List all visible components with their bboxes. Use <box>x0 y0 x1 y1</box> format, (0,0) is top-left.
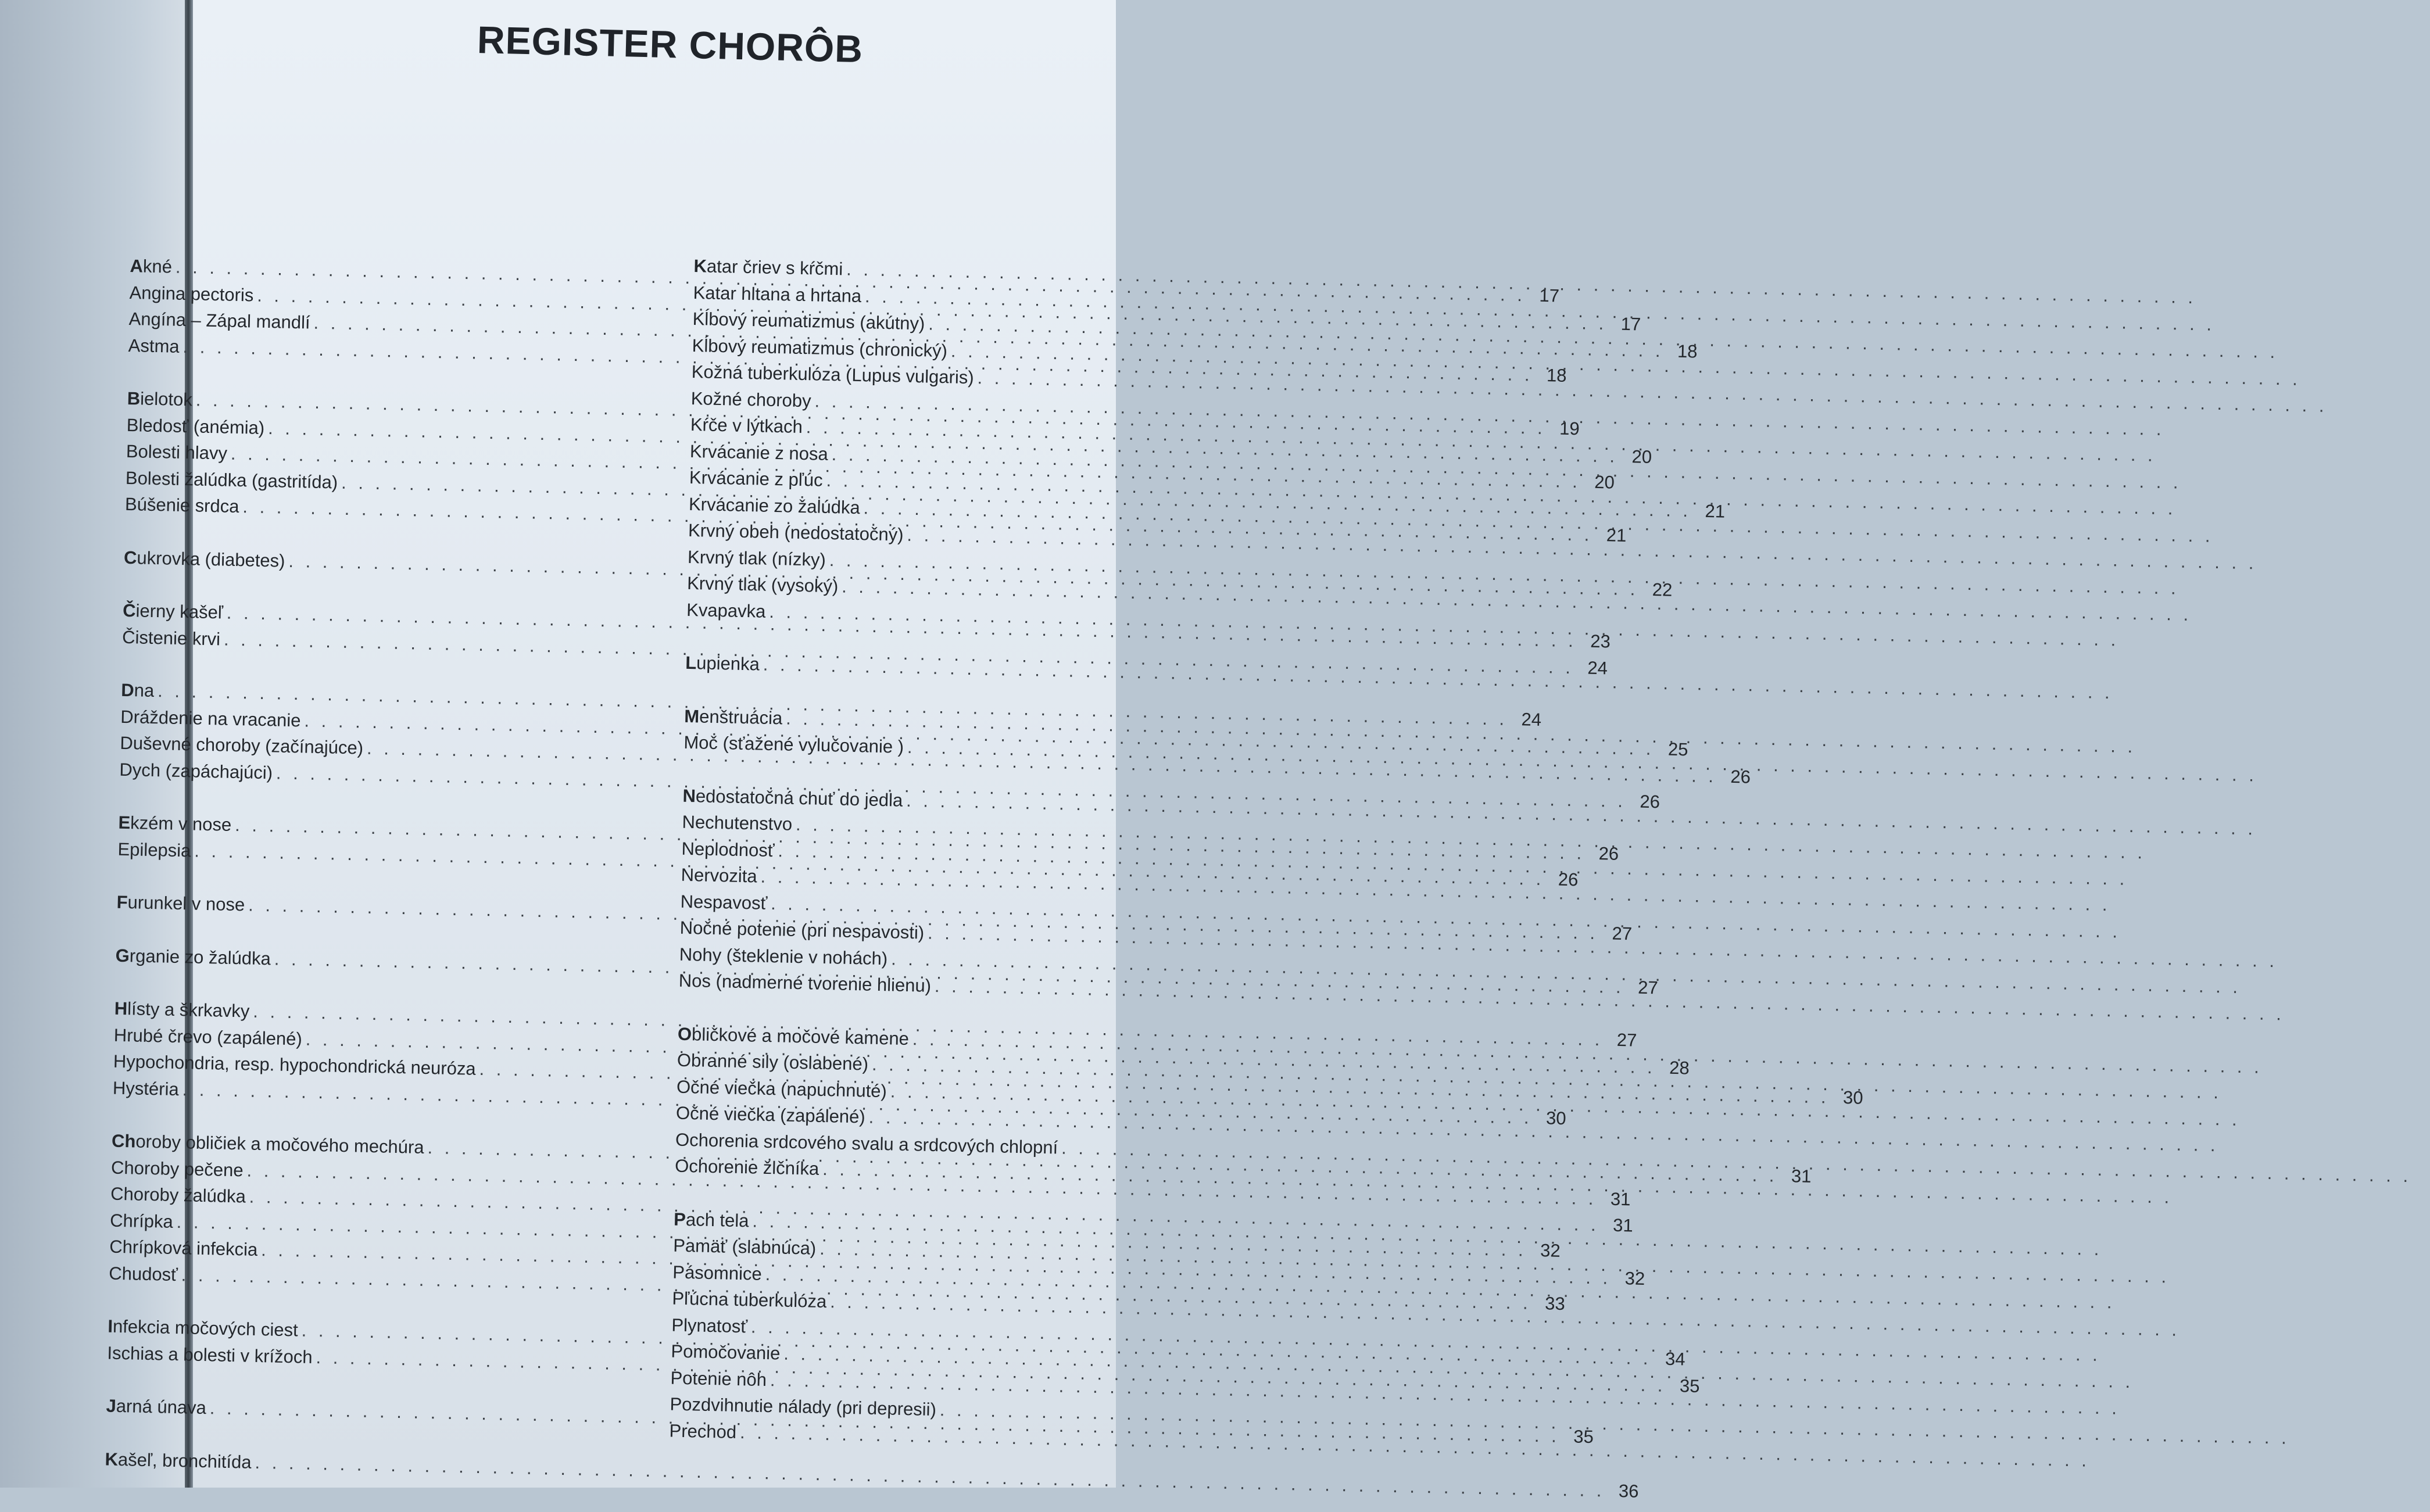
entry-name: Katar čriev s kŕčmi <box>693 256 843 280</box>
entry-name: Menštruácia <box>684 705 783 728</box>
entry-name: Nedostatočná chuť do jedla <box>682 785 903 811</box>
entry-page-number: 27 <box>1616 1029 1637 1051</box>
entry-name: Astma <box>128 335 180 357</box>
entry-page-number <box>2093 1466 2124 1467</box>
entry-name: Ekzém v nose <box>118 812 232 835</box>
entry-page-number: 32 <box>1624 1268 1645 1289</box>
entry-page-number <box>2225 1098 2256 1099</box>
entry-name: Pásomnice <box>672 1262 763 1284</box>
entry-name: Očné viečka (zapálené) <box>675 1102 866 1127</box>
entry-page-number: 27 <box>1612 923 1633 944</box>
entry-page-number: 30 <box>1842 1087 1863 1108</box>
entry-page-number: 22 <box>1652 579 1673 600</box>
dot-leader <box>255 1452 1605 1501</box>
entry-name: Obličkové a močové kamene <box>677 1023 910 1049</box>
entry-name: Jarná únava <box>106 1395 207 1418</box>
entry-name: Krvácanie z pľúc <box>689 467 823 490</box>
entry-page-number <box>2218 330 2249 331</box>
entry-page-number: 36 <box>1618 1480 1639 1502</box>
entry-name: Epilepsia <box>117 839 191 861</box>
entry-name: Krvácanie zo žalúdka <box>688 493 861 518</box>
entry-page-number: 17 <box>1539 285 1560 306</box>
entry-page-number <box>2124 937 2155 938</box>
entry-name: Krvný obeh (nedostatočný) <box>688 519 904 545</box>
entry-page-number <box>2168 435 2198 436</box>
entry-name: Bolesti žalúdka (gastritída) <box>125 467 338 493</box>
entry-name: Nervozita <box>681 864 757 887</box>
entry-name: Plynatosť <box>671 1314 748 1337</box>
entry-page-number: 20 <box>1594 471 1615 493</box>
entry-name: Akné <box>130 256 173 277</box>
entry-name: Pomočovanie <box>671 1341 781 1364</box>
entry-page-number: 25 <box>1667 739 1688 759</box>
entry-name: Grganie zo žalúdka <box>115 945 271 969</box>
entry-name: Bledosť (anémia) <box>126 414 265 438</box>
entry-page-number: 21 <box>1606 525 1627 546</box>
entry-page-number: 26 <box>1640 791 1660 812</box>
entry-name: Nohy (šteklenie v nohách) <box>679 944 888 969</box>
entry-page-number: 31 <box>1791 1166 1812 1187</box>
entry-page-number <box>2222 1151 2252 1152</box>
entry-name: Choroby žalúdka <box>110 1183 246 1207</box>
entry-page-number: 24 <box>1521 709 1542 730</box>
entry-name: Furunkel v nose <box>116 891 245 915</box>
entry-page-number: 17 <box>1620 313 1641 334</box>
entry-page-number: 18 <box>1677 341 1698 362</box>
entry-page-number: 35 <box>1679 1375 1700 1396</box>
entry-page-number: 27 <box>1637 977 1659 998</box>
entry-name: Ischias a bolesti v krížoch <box>107 1342 313 1367</box>
entry-page-number <box>2260 834 2290 835</box>
entry-page-number <box>2173 1283 2203 1284</box>
entry-page-number: 34 <box>1665 1348 1685 1370</box>
entry-page-number <box>2131 885 2161 886</box>
page-title: REGISTER CHORÔB <box>477 17 864 71</box>
entry-page-number <box>2415 1182 2430 1183</box>
entry-page-number <box>2184 1336 2214 1337</box>
entry-name: Čierny kašeľ <box>122 600 224 623</box>
entry-name: Pamäť (slabnúca) <box>672 1235 817 1259</box>
entry-name: Katar hltana a hrtana <box>693 282 862 306</box>
entry-name: Dna <box>120 679 155 701</box>
entry-name: Hystéria <box>112 1077 180 1099</box>
entry-page-number: 20 <box>1631 446 1652 467</box>
entry-name: Angína – Zápal mandlí <box>128 308 310 333</box>
entry-name: Pľúcna tuberkulóza <box>672 1288 827 1312</box>
entry-name: Moč (sťažené vylučovanie ) <box>683 732 904 757</box>
entry-name: Búšenie srdca <box>124 493 239 517</box>
entry-page-number <box>2281 967 2311 968</box>
entry-page-number: 32 <box>1540 1239 1561 1261</box>
entry-name: Kožné choroby <box>690 388 812 411</box>
entry-name: Ochorenia srdcového svalu a srdcových chlopní <box>675 1129 1058 1158</box>
entry-page-number: 28 <box>1669 1057 1690 1078</box>
entry-name: Cukrovka (diabetes) <box>123 547 285 571</box>
entry-name: Očné viečka (napuchnuté) <box>676 1076 887 1101</box>
entry-name: Krvný tlak (nízky) <box>687 546 826 570</box>
entry-name: Infekcia močových ciest <box>108 1316 299 1341</box>
entry-name: Choroby obličiek a močového mechúra <box>111 1130 424 1158</box>
entry-page-number: 18 <box>1546 364 1567 386</box>
entry-name: Neplodnosť <box>681 838 775 861</box>
index-column-right <box>669 256 1229 1458</box>
entry-name: Kĺbový reumatizmus (chronický) <box>692 335 948 361</box>
entry-name: Chudosť <box>108 1263 178 1285</box>
entry-page-number: 31 <box>1610 1188 1631 1209</box>
entry-page-number <box>2288 1020 2318 1021</box>
entry-page-number <box>2245 993 2275 994</box>
entry-name: Pach tela <box>673 1209 749 1231</box>
entry-page-number: 26 <box>1730 766 1751 787</box>
entry-name: Nechutenstvo <box>682 811 793 834</box>
entry-name: Pozdvihnutie nálady (pri depresii) <box>670 1393 937 1420</box>
entry-name: Dráždenie na vracanie <box>120 706 301 730</box>
entry-page-number <box>2160 461 2190 462</box>
book-page <box>105 0 1863 1502</box>
entry-name: Choroby pečene <box>110 1157 244 1180</box>
entry-name: Bolesti hlavy <box>126 440 228 464</box>
entry-name: Prechod <box>669 1420 737 1442</box>
entry-page-number <box>2304 385 2335 386</box>
entry-page-number: 21 <box>1705 500 1726 522</box>
entry-name: Čistenie krvi <box>121 626 221 649</box>
entry-name: Krvácanie z nosa <box>689 440 829 464</box>
entry-page-number <box>2282 358 2312 359</box>
entry-name: Kašeľ, bronchitída <box>105 1449 252 1472</box>
entry-page-number: 23 <box>1590 630 1611 652</box>
entry-name: Kŕče v lýtkach <box>690 414 803 437</box>
entry-page-number <box>2260 569 2291 570</box>
entry-page-number <box>2200 303 2230 304</box>
entry-page-number: 26 <box>1558 869 1579 890</box>
entry-page-number <box>2106 1255 2136 1256</box>
entry-name: Bielotok <box>127 388 193 410</box>
entry-name: Dych (zapáchajúci) <box>119 759 273 783</box>
entry-name: Obranné sily (oslabené) <box>677 1049 869 1074</box>
entry-page-number <box>2118 1308 2149 1309</box>
entry-name: Angina pectoris <box>129 282 254 305</box>
entry-name: Hlísty a škrkavky <box>114 998 250 1022</box>
entry-page-number <box>2117 698 2147 699</box>
entry-page-number: 19 <box>1559 418 1580 439</box>
entry-page-number <box>2176 1203 2206 1204</box>
entry-name: Kvapavka <box>686 599 766 622</box>
entry-name: Duševné choroby (začínajúce) <box>120 732 364 758</box>
entry-name: Ochorenie žlčníka <box>674 1155 819 1179</box>
entry-name: Potenie nôh <box>670 1367 767 1390</box>
entry-page-number: 30 <box>1545 1107 1566 1128</box>
entry-page-number: 35 <box>1573 1426 1594 1447</box>
entry-name: Kĺbový reumatizmus (akútny) <box>692 308 925 334</box>
entry-name: Nos (nadmerné tvorenie hlienu) <box>678 970 932 996</box>
entry-name: Krvný tlak (vysoký) <box>686 572 839 597</box>
entry-name: Hypochondria, resp. hypochondrická neuróza <box>113 1051 477 1079</box>
entry-page-number <box>2331 412 2361 413</box>
entry-page-number <box>2185 488 2215 489</box>
entry-name: Hrubé črevo (zapálené) <box>113 1024 303 1049</box>
entry-name: Chrípka <box>109 1210 174 1232</box>
entry-page-number: 26 <box>1598 843 1619 864</box>
entry-name: Lupienka <box>685 652 760 675</box>
entry-name: Chrípková infekcia <box>109 1236 258 1260</box>
entry-name: Nočné potenie (pri nespavosti) <box>679 917 925 943</box>
entry-page-number: 33 <box>1544 1292 1566 1314</box>
entry-page-number: 24 <box>1587 657 1608 678</box>
entry-page-number <box>2293 1444 2324 1445</box>
entry-name: Kožná tuberkulóza (Lupus vulgaris) <box>691 361 975 388</box>
entry-name: Nespavosť <box>680 891 768 913</box>
entry-page-number: 31 <box>1612 1214 1634 1236</box>
